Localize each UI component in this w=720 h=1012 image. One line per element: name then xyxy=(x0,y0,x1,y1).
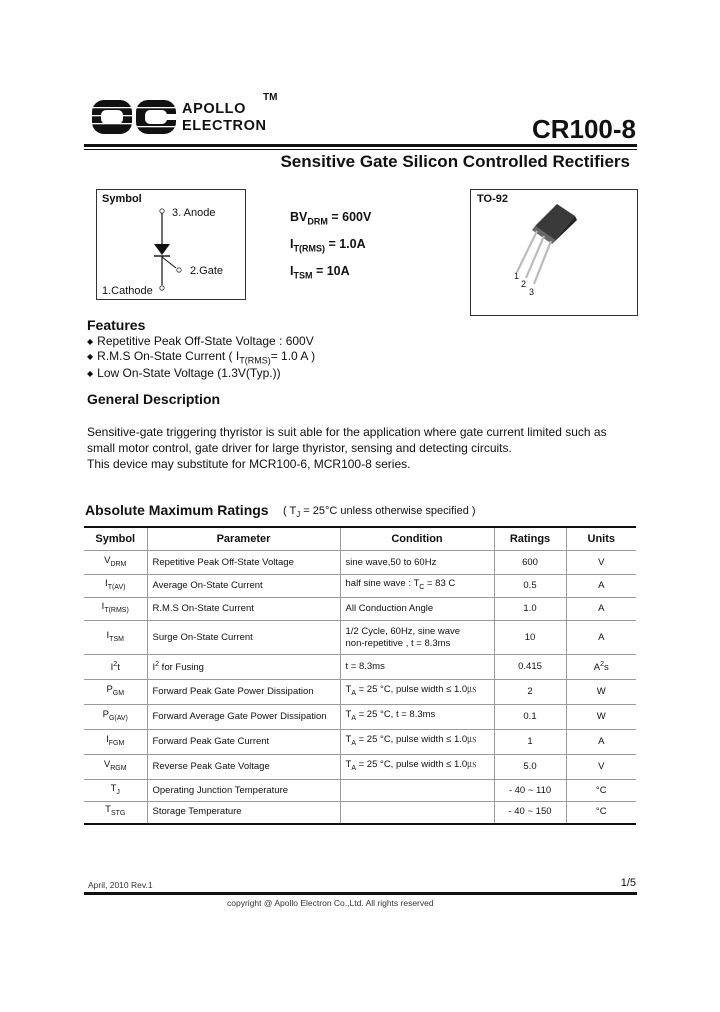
cell-symbol: $P_{G(AV)}$ xyxy=(84,705,147,730)
spec-itsm-value: = 10A xyxy=(312,264,350,278)
spec-it-rms-value: = 1.0A xyxy=(324,237,366,251)
table-row xyxy=(84,655,636,680)
cell-unit: V xyxy=(566,551,636,575)
cell-rating: 0.5 xyxy=(494,575,566,598)
spec-bvdrm-sub: DRM xyxy=(307,216,328,227)
feature-item-text: = 1.0 A ) xyxy=(270,349,316,363)
apollo-logo-mark xyxy=(92,99,178,135)
symbol-box xyxy=(96,189,246,300)
to92-package-icon xyxy=(509,200,589,290)
feature-item: ◆ Repetitive Peak Off-State Voltage : 600V xyxy=(87,334,314,348)
cell-symbol: $I_{TSM}$ xyxy=(84,621,147,655)
gate-label: 2.Gate xyxy=(190,265,224,277)
spec-bvdrm-value: = 600V xyxy=(327,210,372,224)
feature-item xyxy=(87,349,315,365)
package-box xyxy=(470,189,638,316)
header-rule xyxy=(84,144,637,147)
cell-rating: 600 xyxy=(494,551,566,575)
cell-unit: V xyxy=(566,755,636,780)
cell-condition xyxy=(340,802,494,824)
package-title: TO-92 xyxy=(477,193,508,205)
cell-rating: 5.0 xyxy=(494,755,566,780)
cell-parameter: Operating Junction Temperature xyxy=(147,780,340,802)
cell-parameter: Storage Temperature xyxy=(147,802,340,824)
table-row xyxy=(84,705,636,730)
col-symbol: Symbol xyxy=(84,527,147,551)
footer-date-revision: April, 2010 Rev.1 xyxy=(88,880,153,890)
trademark: TM xyxy=(263,92,278,103)
anode-label: 3. Anode xyxy=(172,207,216,219)
description-line: Sensitive-gate triggering thyristor is suit able for the application where gate current limited such as xyxy=(87,425,607,439)
cell-rating: - 40 ~ 150 xyxy=(494,802,566,824)
footer-copyright: copyright @ Apollo Electron Co.,Ltd. All rights reserved xyxy=(227,898,434,908)
cell-symbol: $V_{DRM}$ xyxy=(84,551,147,575)
cell-symbol: $I_{FGM}$ xyxy=(84,730,147,755)
cell-parameter: R.M.S On-State Current xyxy=(147,598,340,621)
ratings-heading: Absolute Maximum Ratings xyxy=(85,502,269,518)
cell-symbol: $T_J$ xyxy=(84,780,147,802)
cell-symbol: $I^2t$ xyxy=(84,655,147,680)
spec-itsm xyxy=(290,264,350,281)
page-number: 1/5 xyxy=(620,877,636,889)
cell-unit: A xyxy=(566,575,636,598)
cell-rating: 2 xyxy=(494,680,566,705)
part-number: CR100-8 xyxy=(531,114,636,144)
col-condition: Condition xyxy=(340,527,494,551)
table-row xyxy=(84,780,636,802)
description-line: small motor control, gate driver for large thyristor, sensing and detecting circuits. xyxy=(87,441,512,455)
cathode-label: 1.Cathode xyxy=(102,285,153,297)
spec-it-rms-symbol: I xyxy=(290,237,294,251)
note-text: = 25°C unless otherwise specified ) xyxy=(300,505,476,517)
cell-symbol: $T_{STG}$ xyxy=(84,802,147,824)
cell-parameter: Forward Average Gate Power Dissipation xyxy=(147,705,340,730)
spec-it-rms xyxy=(290,237,366,254)
cell-condition: $T_A = 25$ °C, t = 8.3ms xyxy=(340,705,494,730)
cell-condition: $T_A = 25$ °C, pulse width ≤ 1.0㎲ xyxy=(340,755,494,780)
cell-condition: All Conduction Angle xyxy=(340,598,494,621)
col-ratings: Ratings xyxy=(494,527,566,551)
cell-unit: W xyxy=(566,680,636,705)
description-line: This device may substitute for MCR100-6, MCR100-8 series. xyxy=(87,457,411,471)
cell-unit: A xyxy=(566,621,636,655)
table-row xyxy=(84,730,636,755)
cell-parameter: Forward Peak Gate Power Dissipation xyxy=(147,680,340,705)
table-row xyxy=(84,598,636,621)
pin3-label: 3 xyxy=(529,287,535,297)
pin1-label: 1 xyxy=(514,271,520,281)
cell-parameter: Surge On-State Current xyxy=(147,621,340,655)
table-row xyxy=(84,575,636,598)
cell-condition xyxy=(340,780,494,802)
cell-rating: - 40 ~ 110 xyxy=(494,780,566,802)
ratings-condition-note xyxy=(283,505,476,519)
brand-name-line2: ELECTRON xyxy=(182,118,267,134)
spec-bvdrm-symbol: BV xyxy=(290,210,308,224)
table-header-row xyxy=(84,527,636,551)
features-heading: Features xyxy=(87,317,146,333)
cell-unit: A xyxy=(566,730,636,755)
note-sub: J xyxy=(296,510,301,520)
cell-rating: 1.0 xyxy=(494,598,566,621)
cell-rating: 1 xyxy=(494,730,566,755)
spec-itsm-symbol: I xyxy=(290,264,294,278)
header-rule-thin xyxy=(84,149,637,150)
spec-bvdrm xyxy=(290,210,371,227)
table-row xyxy=(84,551,636,575)
cell-rating: 0.1 xyxy=(494,705,566,730)
cell-unit: $A^2s$ xyxy=(566,655,636,680)
spec-itsm-sub: TSM xyxy=(293,270,313,281)
brand-name-line1: APOLLO xyxy=(182,101,247,117)
cell-symbol: $V_{RGM}$ xyxy=(84,755,147,780)
cell-unit: °C xyxy=(566,802,636,824)
cell-condition: half sine wave : $T_C = 83$ C xyxy=(340,575,494,598)
col-units: Units xyxy=(566,527,636,551)
cell-unit: °C xyxy=(566,780,636,802)
cell-condition: 1/2 Cycle, 60Hz, sine wave non-repetitive , t = 8.3ms xyxy=(340,621,494,655)
cell-symbol: $I_{T(AV)}$ xyxy=(84,575,147,598)
cell-parameter: Reverse Peak Gate Voltage xyxy=(147,755,340,780)
cell-parameter: Average On-State Current xyxy=(147,575,340,598)
footer-rule xyxy=(84,892,637,895)
cell-rating: 0.415 xyxy=(494,655,566,680)
spec-it-rms-sub: T(RMS) xyxy=(293,243,325,254)
col-parameter: Parameter xyxy=(147,527,340,551)
cell-symbol: $I_{T(RMS)}$ xyxy=(84,598,147,621)
cell-unit: A xyxy=(566,598,636,621)
general-description-heading: General Description xyxy=(87,391,221,407)
cell-condition: sine wave,50 to 60Hz xyxy=(340,551,494,575)
cell-parameter: Repetitive Peak Off-State Voltage xyxy=(147,551,340,575)
cell-rating: 10 xyxy=(494,621,566,655)
cell-parameter: Forward Peak Gate Current xyxy=(147,730,340,755)
feature-item-text: R.M.S On-State Current ( I xyxy=(97,349,240,363)
feature-item-sub: T(RMS) xyxy=(239,355,271,366)
cell-parameter: $I^2$ for Fusing xyxy=(147,655,340,680)
table-row xyxy=(84,621,636,655)
cell-condition: t = 8.3ms xyxy=(340,655,494,680)
document-subtitle: Sensitive Gate Silicon Controlled Rectifiers xyxy=(280,152,630,171)
feature-item: ◆ Low On-State Voltage (1.3V(Typ.)) xyxy=(87,366,281,380)
cell-symbol: $P_{GM}$ xyxy=(84,680,147,705)
pin2-label: 2 xyxy=(521,279,527,289)
note-text: ( T xyxy=(283,505,297,517)
cell-condition: $T_A = 25$ °C, pulse width ≤ 1.0㎲ xyxy=(340,680,494,705)
cell-unit: W xyxy=(566,705,636,730)
symbol-box-title: Symbol xyxy=(102,193,142,205)
table-row xyxy=(84,680,636,705)
cell-condition: $T_A = 25$ °C, pulse width ≤ 1.0㎲ xyxy=(340,730,494,755)
table-row xyxy=(84,802,636,824)
table-row xyxy=(84,755,636,780)
ratings-table xyxy=(84,526,636,825)
